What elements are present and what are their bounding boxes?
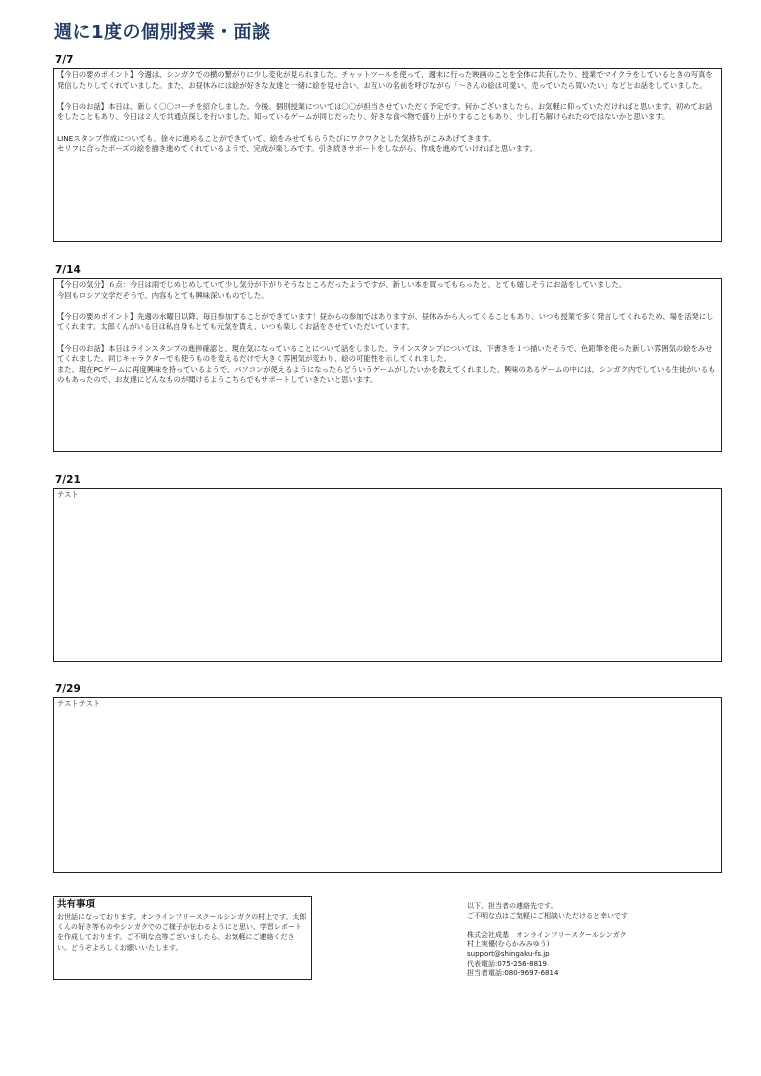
session-date: 7/21	[55, 474, 81, 486]
session-paragraph: 【今日の要めポイント】先週の水曜日以降、毎日参加することができています！昼からの参加ではありますが、昼休みから入ってくることもあり、いつも授業で多く発言してくれるため、場を活発にしてくれます。太郎くんがいる日は私自身もとても元気を貰え、いつも楽しくお話をさせていただいています。	[57, 311, 714, 332]
contact-intro-line: 以下、担当者の連絡先です。	[467, 902, 558, 910]
session-notes-box[interactable]	[53, 488, 722, 662]
shared-notes-box	[53, 896, 312, 980]
shared-heading: 共有事項	[57, 899, 96, 910]
session-notes-box[interactable]	[53, 697, 722, 873]
page-title: 週に1度の個別授業・面談	[54, 22, 271, 43]
session-notes-box[interactable]	[53, 68, 722, 242]
session-date: 7/29	[55, 683, 81, 695]
contact-intro-line: ご不明な点はご気軽にご相談いただけると幸いです	[467, 911, 628, 920]
contact-block	[467, 902, 707, 979]
contact-main-phone: 代表電話:075-256-8819	[467, 959, 547, 968]
session-paragraph: テスト	[57, 490, 79, 499]
session-paragraph: テストテスト	[57, 699, 101, 708]
contact-person: 村上実優(むらかみみゆう)	[467, 940, 550, 949]
session-paragraph: 【今日の要めポイント】今週は、シンガクでの横の繋がりに少し変化が見られました。チャットツールを使って、週末に行った映画のことを全体に共有したり、授業でマイクラをしているときの写真を発信したりしてくれていました。また、お昼休みには絵が好きな友達と一緒に絵を見せ合い、お互いの名前を呼びながら「〜さんの絵は可愛い、売っていたら買いたい」などとお話をしていました。	[57, 70, 713, 90]
contact-email[interactable]: support@shingaku-fs.jp	[467, 949, 550, 958]
session-paragraph: 【今日のお話】本日は、新しく〇〇コーチを紹介しました。今後、個別授業については〇〇が担当させていただく予定です。何かございましたら、お気軽に仰っていただければと思います。初めてお話をしたこともあり、今日は２人で共通点探しを行いました。知っているゲームが同じだったり、好きな食べ物で盛り上がりすることもあり、少し打ち解けられたのではないかと思います。	[57, 101, 713, 122]
session-paragraph: LINEスタンプ作成についても、徐々に進めることができていて、絵をみせてもらうたびにワクワクとした気持ちがこみあげてきます。 セリフに合ったポーズの絵を描き進めてくれているようで、完成が楽しみです。引き続きサポートをしながら、作成を進めていければと思います。	[57, 133, 537, 154]
contact-staff-phone: 担当者電話:080-9697-6814	[467, 969, 559, 978]
session-paragraph: 【今日のお話】本日はラインスタンプの進捗確認と、現在気になっていることについて話をしました。ラインスタンプについては、下書きを１つ描いたそうで、色鉛筆を使った新しい雰囲気の絵をみせてくれました。同じキャラクターでも使うものを変えるだけで大きく雰囲気が変わり、絵の可能性を示してくれました。 また、現在PCゲームに再度興味を持っているようで、パソコンが使えるようになったらどういうゲームがしたいかを教えてくれました。興味のあるゲームの中には、シンガク内でしている生徒がいるものもあったので、お友達にどんなものが聞けるようこちらでもサポートしていきたいと思います。	[57, 343, 716, 385]
session-paragraph: 【今日の気分】６点：今日は雨でじめじめしていて少し気分が下がりそうなところだったようですが、新しい本を買ってもらったと、とても嬉しそうにお話をしていました。 今回もロシア文学だそうで、内容もとても興味深いものでした。	[57, 280, 627, 300]
shared-body: お世話になっております。オンラインフリースクールシンガクの村上です。太郎くんの好き等ものやシンガクでのご様子が伝わるようにと思い、学習レポートを作成しております。ご不明な点等ございましたら、お気軽にご連絡ください。どうぞよろしくお願いいたします。	[57, 913, 307, 952]
session-date: 7/14	[55, 264, 81, 276]
session-date: 7/7	[55, 54, 74, 66]
contact-company: 株式会社成基 オンラインフリースクールシンガク	[467, 930, 627, 939]
session-notes-box[interactable]	[53, 278, 722, 452]
